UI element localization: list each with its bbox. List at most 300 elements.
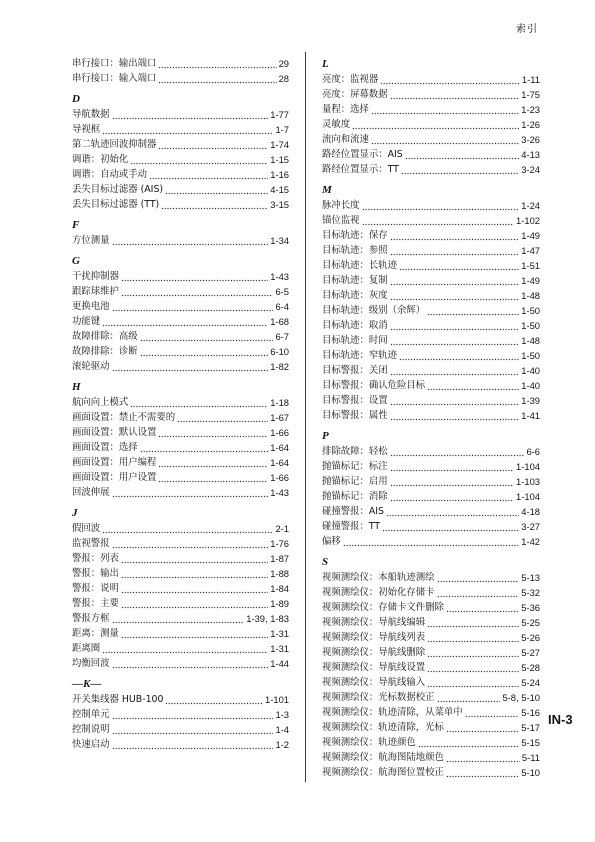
- dot-leader: [121, 581, 268, 596]
- index-entry: [322, 615, 540, 630]
- index-page-ref: 4-13: [521, 149, 540, 160]
- index-term: 第二轨迹回波抑制器: [72, 139, 157, 150]
- index-entry: [322, 273, 540, 288]
- index-page-ref: 1-77: [270, 109, 289, 120]
- index-entry: [72, 284, 289, 299]
- dot-leader: [140, 440, 269, 455]
- dot-leader: [140, 344, 269, 359]
- dot-leader: [465, 705, 520, 720]
- index-term: 目标轨迹：灰度: [322, 290, 388, 301]
- index-column-left: [72, 56, 289, 752]
- dot-leader: [177, 410, 268, 425]
- index-entry: [72, 197, 289, 212]
- dot-leader: [121, 269, 268, 284]
- index-page-ref: 1-66: [270, 427, 289, 438]
- index-page-ref: 1-89: [270, 598, 289, 609]
- index-letter-heading: H: [72, 381, 81, 393]
- index-page-ref: 3-27: [521, 521, 540, 532]
- index-term: 航向向上模式: [72, 397, 129, 408]
- dot-leader: [149, 167, 268, 182]
- index-entry: [322, 243, 540, 258]
- index-entry: [72, 107, 289, 122]
- index-entry: [322, 87, 540, 102]
- index-page-ref: 1-23: [521, 104, 540, 115]
- index-page-ref: 1-104: [516, 491, 540, 502]
- index-entry: [72, 692, 289, 707]
- dot-leader: [158, 470, 268, 485]
- index-entry: [322, 303, 540, 318]
- index-term: 目标轨迹：长轨迹: [322, 260, 398, 271]
- index-term: 目标警报：属性: [322, 410, 388, 421]
- index-page-ref: 1-24: [521, 200, 540, 211]
- dot-leader: [112, 656, 269, 671]
- index-term: 警报：说明: [72, 583, 119, 594]
- index-page-ref: 5-17: [521, 722, 540, 733]
- index-term: 警报：输出: [72, 568, 119, 579]
- index-entry: [322, 213, 540, 228]
- index-entry: [322, 570, 540, 585]
- index-page-ref: 1-43: [270, 487, 289, 498]
- index-term: 回波伸展: [72, 487, 110, 498]
- dot-leader: [418, 735, 519, 750]
- index-page-ref: 5-10: [521, 767, 540, 778]
- dot-leader: [130, 152, 268, 167]
- index-entry: [72, 137, 289, 152]
- index-letter-heading: D: [72, 93, 80, 105]
- index-term: 视频测绘仪：光标数据校正: [322, 692, 435, 703]
- index-term: 距离：测量: [72, 628, 119, 639]
- dot-leader: [390, 333, 520, 348]
- index-term: 视频测绘仪：轨迹清除，从菜单中: [322, 707, 463, 718]
- index-page-ref: 1-42: [521, 536, 540, 547]
- index-term: 抛锚标记：消除: [322, 491, 388, 502]
- dot-leader: [390, 87, 520, 102]
- index-group: [72, 676, 289, 752]
- index-entry: [322, 720, 540, 735]
- index-entry: [322, 363, 540, 378]
- dot-leader: [121, 626, 268, 641]
- index-page-ref: 3-24: [521, 164, 540, 175]
- dot-leader: [427, 645, 519, 660]
- index-entry: [322, 444, 540, 459]
- dot-leader: [165, 692, 263, 707]
- index-entry: [322, 393, 540, 408]
- index-term: 视频测绘仪：轨迹颜色: [322, 737, 416, 748]
- index-page-ref: 4-18: [521, 506, 540, 517]
- index-term: 视频测绘仪：航海图陆地颜色: [322, 752, 444, 763]
- index-term: 画面设置：禁止不需要的: [72, 412, 176, 423]
- index-page-ref: 1-16: [270, 169, 289, 180]
- index-term: 灵敏度: [322, 119, 351, 130]
- index-group: [322, 56, 540, 177]
- dot-leader: [390, 228, 520, 243]
- index-page-ref: 4-15: [270, 184, 289, 195]
- dot-leader: [112, 107, 269, 122]
- index-page-ref: 1-87: [270, 553, 289, 564]
- dot-leader: [405, 147, 519, 162]
- index-entry: [72, 56, 289, 71]
- index-page-ref: 1-101: [265, 694, 289, 705]
- dot-leader: [158, 137, 268, 152]
- index-letter-heading: L: [322, 58, 329, 70]
- dot-leader: [427, 303, 519, 318]
- index-term: 视频测绘仪：轨迹清除，光标: [322, 722, 444, 733]
- index-term: 碰撞警报：AIS: [322, 506, 385, 517]
- index-page-ref: 6-5: [275, 286, 289, 297]
- dot-leader: [437, 690, 501, 705]
- index-entry: [72, 167, 289, 182]
- index-page-ref: 3-26: [521, 134, 540, 145]
- index-term: 视频测绘仪：导航线输入: [322, 677, 426, 688]
- index-page-ref: 5-24: [521, 677, 540, 688]
- index-term: 目标轨迹：取消: [322, 320, 388, 331]
- dot-leader: [158, 455, 268, 470]
- index-entry: [322, 585, 540, 600]
- index-group: [322, 182, 540, 423]
- index-group: [72, 56, 289, 86]
- dot-leader: [390, 444, 525, 459]
- index-term: 画面设置：用户设置: [72, 472, 157, 483]
- dot-leader: [161, 197, 268, 212]
- index-term: 画面设置：默认设置: [72, 427, 157, 438]
- index-page-ref: 1-67: [270, 412, 289, 423]
- index-entry: [72, 233, 289, 248]
- index-letter-heading: F: [72, 219, 80, 231]
- dot-leader: [390, 243, 520, 258]
- index-term: 滚轮驱动: [72, 361, 110, 372]
- index-term: 抛锚标记：标注: [322, 461, 388, 472]
- dot-leader: [343, 534, 519, 549]
- index-term: 路经位置显示：TT: [322, 164, 399, 175]
- index-term: 目标轨迹：时间: [322, 335, 388, 346]
- index-entry: [322, 705, 540, 720]
- dot-leader: [371, 102, 519, 117]
- index-term: 故障排除：高级: [72, 331, 138, 342]
- index-term: 视频测绘仪：航海图位置校正: [322, 767, 444, 778]
- index-entry: [322, 645, 540, 660]
- index-term: 控制说明: [72, 724, 110, 735]
- index-page-ref: 1-50: [521, 320, 540, 331]
- index-term: 流向和流速: [322, 134, 369, 145]
- index-term: 导航数据: [72, 109, 110, 120]
- index-page-ref: 29: [278, 58, 289, 69]
- index-entry: [322, 198, 540, 213]
- index-entry: [322, 147, 540, 162]
- index-page-ref: 5-27: [521, 647, 540, 658]
- index-page-ref: 1-11: [521, 74, 540, 85]
- dot-leader: [121, 566, 268, 581]
- dot-leader: [401, 162, 519, 177]
- index-term: 目标轨迹：级别（余辉）: [322, 305, 426, 316]
- index-term: 路经位置显示：AIS: [322, 149, 403, 160]
- dot-leader: [352, 117, 519, 132]
- column-divider: [305, 52, 306, 782]
- index-entry: [322, 258, 540, 273]
- index-entry: [72, 71, 289, 86]
- index-page-ref: 28: [278, 73, 289, 84]
- index-page-ref: 5-25: [521, 617, 540, 628]
- index-page-ref: 5-13: [521, 572, 540, 583]
- dot-leader: [427, 660, 519, 675]
- index-page-ref: 1-48: [521, 290, 540, 301]
- index-page-ref: 1-50: [521, 350, 540, 361]
- index-page-ref: 1-3: [275, 709, 289, 720]
- index-entry: [322, 228, 540, 243]
- index-entry: [72, 707, 289, 722]
- index-term: 调谐：自动或手动: [72, 169, 148, 180]
- index-entry: [72, 299, 289, 314]
- index-column-right: [322, 56, 540, 780]
- page-number: IN-3: [548, 712, 573, 727]
- index-page-ref: 2-1: [275, 523, 289, 534]
- index-entry: [322, 600, 540, 615]
- index-page-ref: 1-84: [270, 583, 289, 594]
- index-page-ref: 5-11: [521, 752, 540, 763]
- index-entry: [72, 329, 289, 344]
- index-term: 排除故障：轻松: [322, 446, 388, 457]
- index-term: 抛锚标记：启用: [322, 476, 388, 487]
- index-term: 偏移: [322, 536, 341, 547]
- index-page-ref: 1-40: [521, 380, 540, 391]
- index-page-ref: 1-39, 1-83: [246, 613, 289, 624]
- index-term: 距离圈: [72, 643, 101, 654]
- index-entry: [72, 410, 289, 425]
- index-page-ref: 5-16: [521, 707, 540, 718]
- index-entry: [322, 534, 540, 549]
- index-term: 快速启动: [72, 739, 110, 750]
- index-page-ref: 1-64: [270, 442, 289, 453]
- index-entry: [72, 425, 289, 440]
- index-term: 目标警报：设置: [322, 395, 388, 406]
- dot-leader: [427, 615, 519, 630]
- index-page-ref: 1-39: [521, 395, 540, 406]
- index-term: 目标轨迹：复制: [322, 275, 388, 286]
- index-entry: [322, 489, 540, 504]
- dot-leader: [437, 570, 520, 585]
- index-entry: [72, 656, 289, 671]
- index-page-ref: 1-49: [521, 230, 540, 241]
- dot-leader: [112, 611, 245, 626]
- index-entry: [72, 470, 289, 485]
- index-term: 丢失目标过滤器 (AIS): [72, 184, 164, 195]
- dot-leader: [390, 363, 520, 378]
- index-entry: [72, 182, 289, 197]
- index-page-ref: 1-31: [270, 628, 289, 639]
- dot-leader: [112, 536, 269, 551]
- index-term: 警报：主要: [72, 598, 119, 609]
- index-page-ref: 1-2: [275, 739, 289, 750]
- index-entry: [322, 519, 540, 534]
- dot-leader: [158, 425, 268, 440]
- dot-leader: [112, 233, 269, 248]
- index-page-ref: 1-15: [270, 154, 289, 165]
- index-term: 目标轨迹：窄轨迹: [322, 350, 398, 361]
- index-entry: [322, 630, 540, 645]
- index-page-ref: 1-48: [521, 335, 540, 346]
- running-head-title: 索引: [516, 24, 538, 35]
- index-entry: [72, 359, 289, 374]
- index-term: 锚位监视: [322, 215, 360, 226]
- index-term: 碰撞警报：TT: [322, 521, 381, 532]
- index-entry: [322, 378, 540, 393]
- index-entry: [322, 474, 540, 489]
- index-page-ref: 1-41: [521, 410, 540, 421]
- index-entry: [72, 641, 289, 656]
- index-page-ref: 1-26: [521, 119, 540, 130]
- index-entry: [322, 765, 540, 780]
- dot-leader: [390, 489, 514, 504]
- index-page-ref: 1-102: [516, 215, 540, 226]
- index-entry: [72, 626, 289, 641]
- index-term: 调谐：初始化: [72, 154, 129, 165]
- dot-leader: [380, 72, 520, 87]
- dot-leader: [427, 675, 519, 690]
- index-page-ref: 1-64: [270, 457, 289, 468]
- index-term: 监视警报: [72, 538, 110, 549]
- index-group: [72, 253, 289, 374]
- index-page-ref: 1-88: [270, 568, 289, 579]
- index-entry: [72, 551, 289, 566]
- index-entry: [322, 162, 540, 177]
- index-entry: [72, 536, 289, 551]
- index-entry: [322, 117, 540, 132]
- index-term: 干扰抑制器: [72, 271, 119, 282]
- index-page-ref: 1-40: [521, 365, 540, 376]
- dot-leader: [158, 71, 276, 86]
- index-entry: [72, 269, 289, 284]
- index-entry: [72, 737, 289, 752]
- dot-leader: [102, 122, 273, 137]
- index-entry: [72, 440, 289, 455]
- index-page-ref: 6-4: [275, 301, 289, 312]
- index-page-ref: 6-7: [275, 331, 289, 342]
- dot-leader: [112, 737, 274, 752]
- index-entry: [322, 660, 540, 675]
- dot-leader: [112, 485, 269, 500]
- index-term: 跟踪球维护: [72, 286, 119, 297]
- index-term: 方位测量: [72, 235, 110, 246]
- index-entry: [322, 318, 540, 333]
- index-entry: [322, 72, 540, 87]
- index-term: 亮度：监视器: [322, 74, 379, 85]
- index-page-ref: 5-36: [521, 602, 540, 613]
- index-term: 视频测绘仪：导航线设置: [322, 662, 426, 673]
- dot-leader: [121, 551, 268, 566]
- index-term: 串行接口：输入端口: [72, 73, 157, 84]
- dot-leader: [112, 707, 274, 722]
- index-page-ref: 6-6: [526, 446, 540, 457]
- dot-leader: [390, 273, 520, 288]
- index-letter-heading: —K—: [72, 678, 102, 690]
- index-term: 目标轨迹：参照: [322, 245, 388, 256]
- index-page-ref: 5-26: [521, 632, 540, 643]
- index-term: 警报方框: [72, 613, 110, 624]
- index-term: 更换电池: [72, 301, 110, 312]
- dot-leader: [158, 56, 276, 71]
- index-letter-heading: M: [322, 184, 332, 196]
- index-entry: [322, 348, 540, 363]
- index-entry: [322, 750, 540, 765]
- index-group: [322, 554, 540, 780]
- index-letter-heading: P: [322, 430, 329, 442]
- index-group: [72, 91, 289, 212]
- dot-leader: [390, 288, 520, 303]
- index-term: 导视框: [72, 124, 101, 135]
- index-group: [72, 379, 289, 500]
- index-entry: [322, 675, 540, 690]
- index-group: [72, 217, 289, 248]
- dot-leader: [102, 641, 268, 656]
- index-page-ref: 1-68: [270, 316, 289, 327]
- index-entry: [72, 344, 289, 359]
- index-page-ref: 1-50: [521, 305, 540, 316]
- index-term: 视频测绘仪：初始化存储卡: [322, 587, 435, 598]
- dot-leader: [446, 600, 519, 615]
- dot-leader: [399, 258, 519, 273]
- index-entry: [72, 455, 289, 470]
- index-entry: [322, 735, 540, 750]
- index-page-ref: 1-76: [270, 538, 289, 549]
- dot-leader: [390, 318, 520, 333]
- index-term: 目标轨迹：保存: [322, 230, 388, 241]
- index-page-ref: 5-15: [521, 737, 540, 748]
- dot-leader: [112, 722, 274, 737]
- dot-leader: [446, 750, 520, 765]
- index-term: 假回波: [72, 523, 101, 534]
- dot-leader: [102, 314, 268, 329]
- dot-leader: [362, 213, 515, 228]
- index-term: 视频测绘仪：导航线列表: [322, 632, 426, 643]
- dot-leader: [390, 459, 514, 474]
- index-page-ref: 1-74: [270, 139, 289, 150]
- index-page-ref: 1-104: [516, 461, 540, 472]
- index-term: 视频测绘仪：导航线删除: [322, 647, 426, 658]
- dot-leader: [165, 182, 268, 197]
- dot-leader: [121, 284, 274, 299]
- dot-leader: [386, 504, 519, 519]
- index-letter-heading: G: [72, 255, 80, 267]
- index-entry: [322, 333, 540, 348]
- index-term: 亮度：屏幕数据: [322, 89, 388, 100]
- index-letter-heading: S: [322, 556, 329, 568]
- index-entry: [72, 566, 289, 581]
- index-page-ref: 1-44: [270, 658, 289, 669]
- index-entry: [72, 521, 289, 536]
- dot-leader: [437, 585, 520, 600]
- index-page-ref: 1-34: [270, 235, 289, 246]
- index-page-ref: 1-75: [521, 89, 540, 100]
- index-term: 目标警报：关闭: [322, 365, 388, 376]
- index-entry: [72, 611, 289, 626]
- dot-leader: [427, 630, 519, 645]
- dot-leader: [362, 198, 520, 213]
- index-entry: [322, 690, 540, 705]
- index-term: 丢失目标过滤器 (TT): [72, 199, 160, 210]
- index-page-ref: 1-31: [270, 643, 289, 654]
- index-term: 串行接口：输出端口: [72, 58, 157, 69]
- index-page-ref: 1-18: [270, 397, 289, 408]
- index-page-ref: 1-66: [270, 472, 289, 483]
- index-entry: [72, 122, 289, 137]
- dot-leader: [112, 299, 274, 314]
- index-letter-heading: J: [72, 507, 78, 519]
- index-term: 开关集线器 HUB-100: [72, 694, 164, 705]
- index-page-ref: 3-15: [270, 199, 289, 210]
- index-group: [72, 505, 289, 671]
- dot-leader: [390, 474, 514, 489]
- index-page-ref: 5-8, 5-10: [502, 692, 540, 703]
- index-entry: [322, 288, 540, 303]
